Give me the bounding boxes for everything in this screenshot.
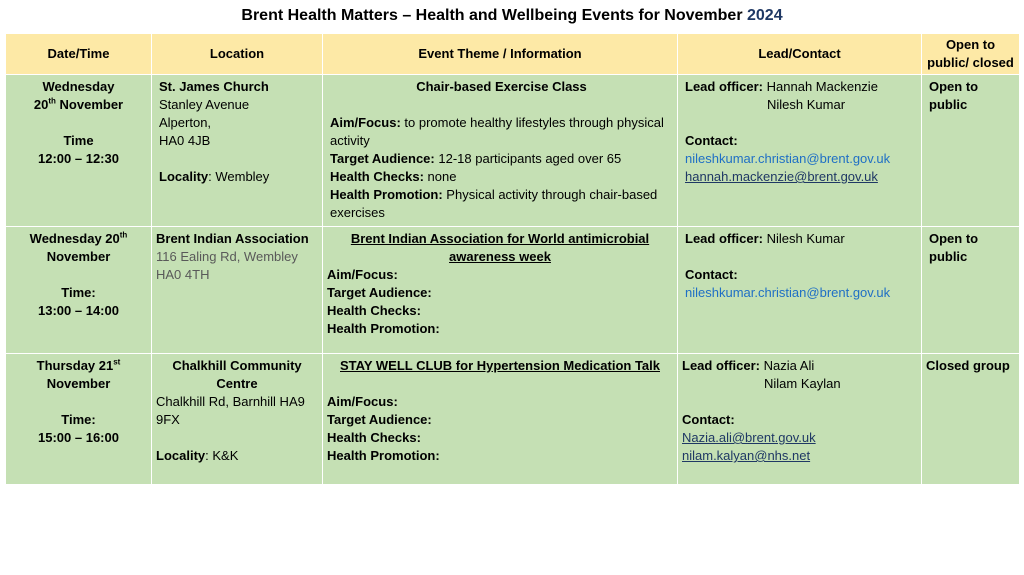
lead-officer: Lead officer: Nilesh Kumar: [685, 231, 845, 246]
contact-email-link[interactable]: nileshkumar.christian@brent.gov.uk: [685, 151, 891, 166]
venue-name: Brent Indian Association: [156, 231, 309, 246]
lead-officer-2: Nilesh Kumar: [767, 97, 846, 112]
event-day: Thursday 21st: [36, 357, 121, 373]
event-checks: Health Checks:: [327, 430, 421, 445]
status-cell: Open to public: [922, 75, 1020, 227]
event-audience: Target Audience:: [327, 285, 432, 300]
event-cell: [323, 227, 678, 354]
location-cell: [152, 227, 323, 354]
address-line: 116 Ealing Rd, Wembley: [156, 249, 298, 264]
event-audience: Target Audience:: [327, 412, 432, 427]
table-row: [6, 75, 1020, 227]
address-line: Stanley Avenue: [159, 97, 250, 112]
date-cell: [6, 75, 152, 227]
event-date: November: [46, 249, 111, 264]
contact-email-link[interactable]: nilam.kalyan@nhs.net: [682, 448, 811, 463]
event-title: Chair-based Exercise Class: [416, 79, 587, 94]
event-time: 12:00 – 12:30: [38, 151, 119, 166]
event-title: STAY WELL CLUB for Hypertension Medication Talk: [340, 358, 660, 373]
lead-cell: [678, 227, 922, 354]
events-table: [5, 33, 1020, 485]
event-date: 20th November: [33, 96, 124, 112]
header-open: Open to public/ closed: [922, 34, 1020, 75]
contact-email-link[interactable]: hannah.mackenzie@brent.gov.uk: [685, 169, 878, 184]
time-label: Time:: [61, 285, 96, 300]
status-cell: Closed group: [922, 354, 1020, 485]
event-promotion: Health Promotion:: [327, 321, 440, 336]
event-cell: [323, 75, 678, 227]
event-time: 13:00 – 14:00: [38, 303, 119, 318]
lead-cell: [678, 354, 922, 485]
header-location: Location: [152, 34, 323, 75]
lead-officer: Lead officer: Nazia Ali: [682, 358, 815, 373]
contact-label: Contact:: [685, 133, 738, 148]
lead-cell: [678, 75, 922, 227]
page-title: [0, 4, 1024, 28]
event-time: 15:00 – 16:00: [38, 430, 119, 445]
time-label: Time: [63, 133, 94, 148]
date-cell: [6, 227, 152, 354]
header-lead: Lead/Contact: [678, 34, 922, 75]
contact-email-link[interactable]: nileshkumar.christian@brent.gov.uk: [685, 285, 891, 300]
lead-officer: Lead officer: Hannah Mackenzie: [685, 79, 878, 94]
title-main: Brent Health Matters – Health and Wellbeing Events for November: [241, 7, 743, 24]
locality: Locality: K&K: [156, 448, 239, 463]
event-day: Wednesday 20th: [29, 230, 128, 246]
header-datetime: Date/Time: [6, 34, 152, 75]
date-cell: [6, 354, 152, 485]
table-row: [6, 227, 1020, 354]
event-checks: Health Checks:: [327, 303, 421, 318]
event-date: November: [46, 376, 111, 391]
location-cell: [152, 354, 323, 485]
event-title: Brent Indian Association for World antimicrobial awareness week: [350, 231, 650, 264]
locality: Locality: Wembley: [159, 169, 270, 184]
address-line: HA0 4TH: [156, 267, 210, 282]
venue-name: Chalkhill Community Centre: [172, 358, 302, 391]
contact-label: Contact:: [682, 412, 735, 427]
event-checks: Health Checks: none: [330, 169, 457, 184]
contact-email-link[interactable]: Nazia.ali@brent.gov.uk: [682, 430, 816, 445]
table-header-row: [6, 34, 1020, 75]
header-event: Event Theme / Information: [323, 34, 678, 75]
contact-label: Contact:: [685, 267, 738, 282]
address-line: HA0 4JB: [159, 133, 211, 148]
event-promotion: Health Promotion: Physical activity through chair-based exercises: [330, 187, 658, 220]
time-label: Time:: [61, 412, 96, 427]
event-audience: Target Audience: 12-18 participants aged over 65: [330, 151, 622, 166]
venue-name: St. James Church: [159, 79, 269, 94]
event-aim: Aim/Focus:: [327, 267, 398, 282]
event-day: Wednesday: [42, 79, 115, 94]
location-cell: [152, 75, 323, 227]
lead-officer-2: Nilam Kaylan: [764, 376, 841, 391]
event-promotion: Health Promotion:: [327, 448, 440, 463]
event-aim: Aim/Focus:: [327, 394, 398, 409]
title-year: 2024: [747, 7, 783, 24]
event-cell: [323, 354, 678, 485]
address-line: Alperton,: [159, 115, 212, 130]
event-aim: Aim/Focus: to promote healthy lifestyles through physical activity: [330, 115, 664, 148]
table-row: [6, 354, 1020, 485]
address-line: Chalkhill Rd, Barnhill HA9 9FX: [156, 394, 305, 427]
status-cell: Open to public: [922, 227, 1020, 354]
